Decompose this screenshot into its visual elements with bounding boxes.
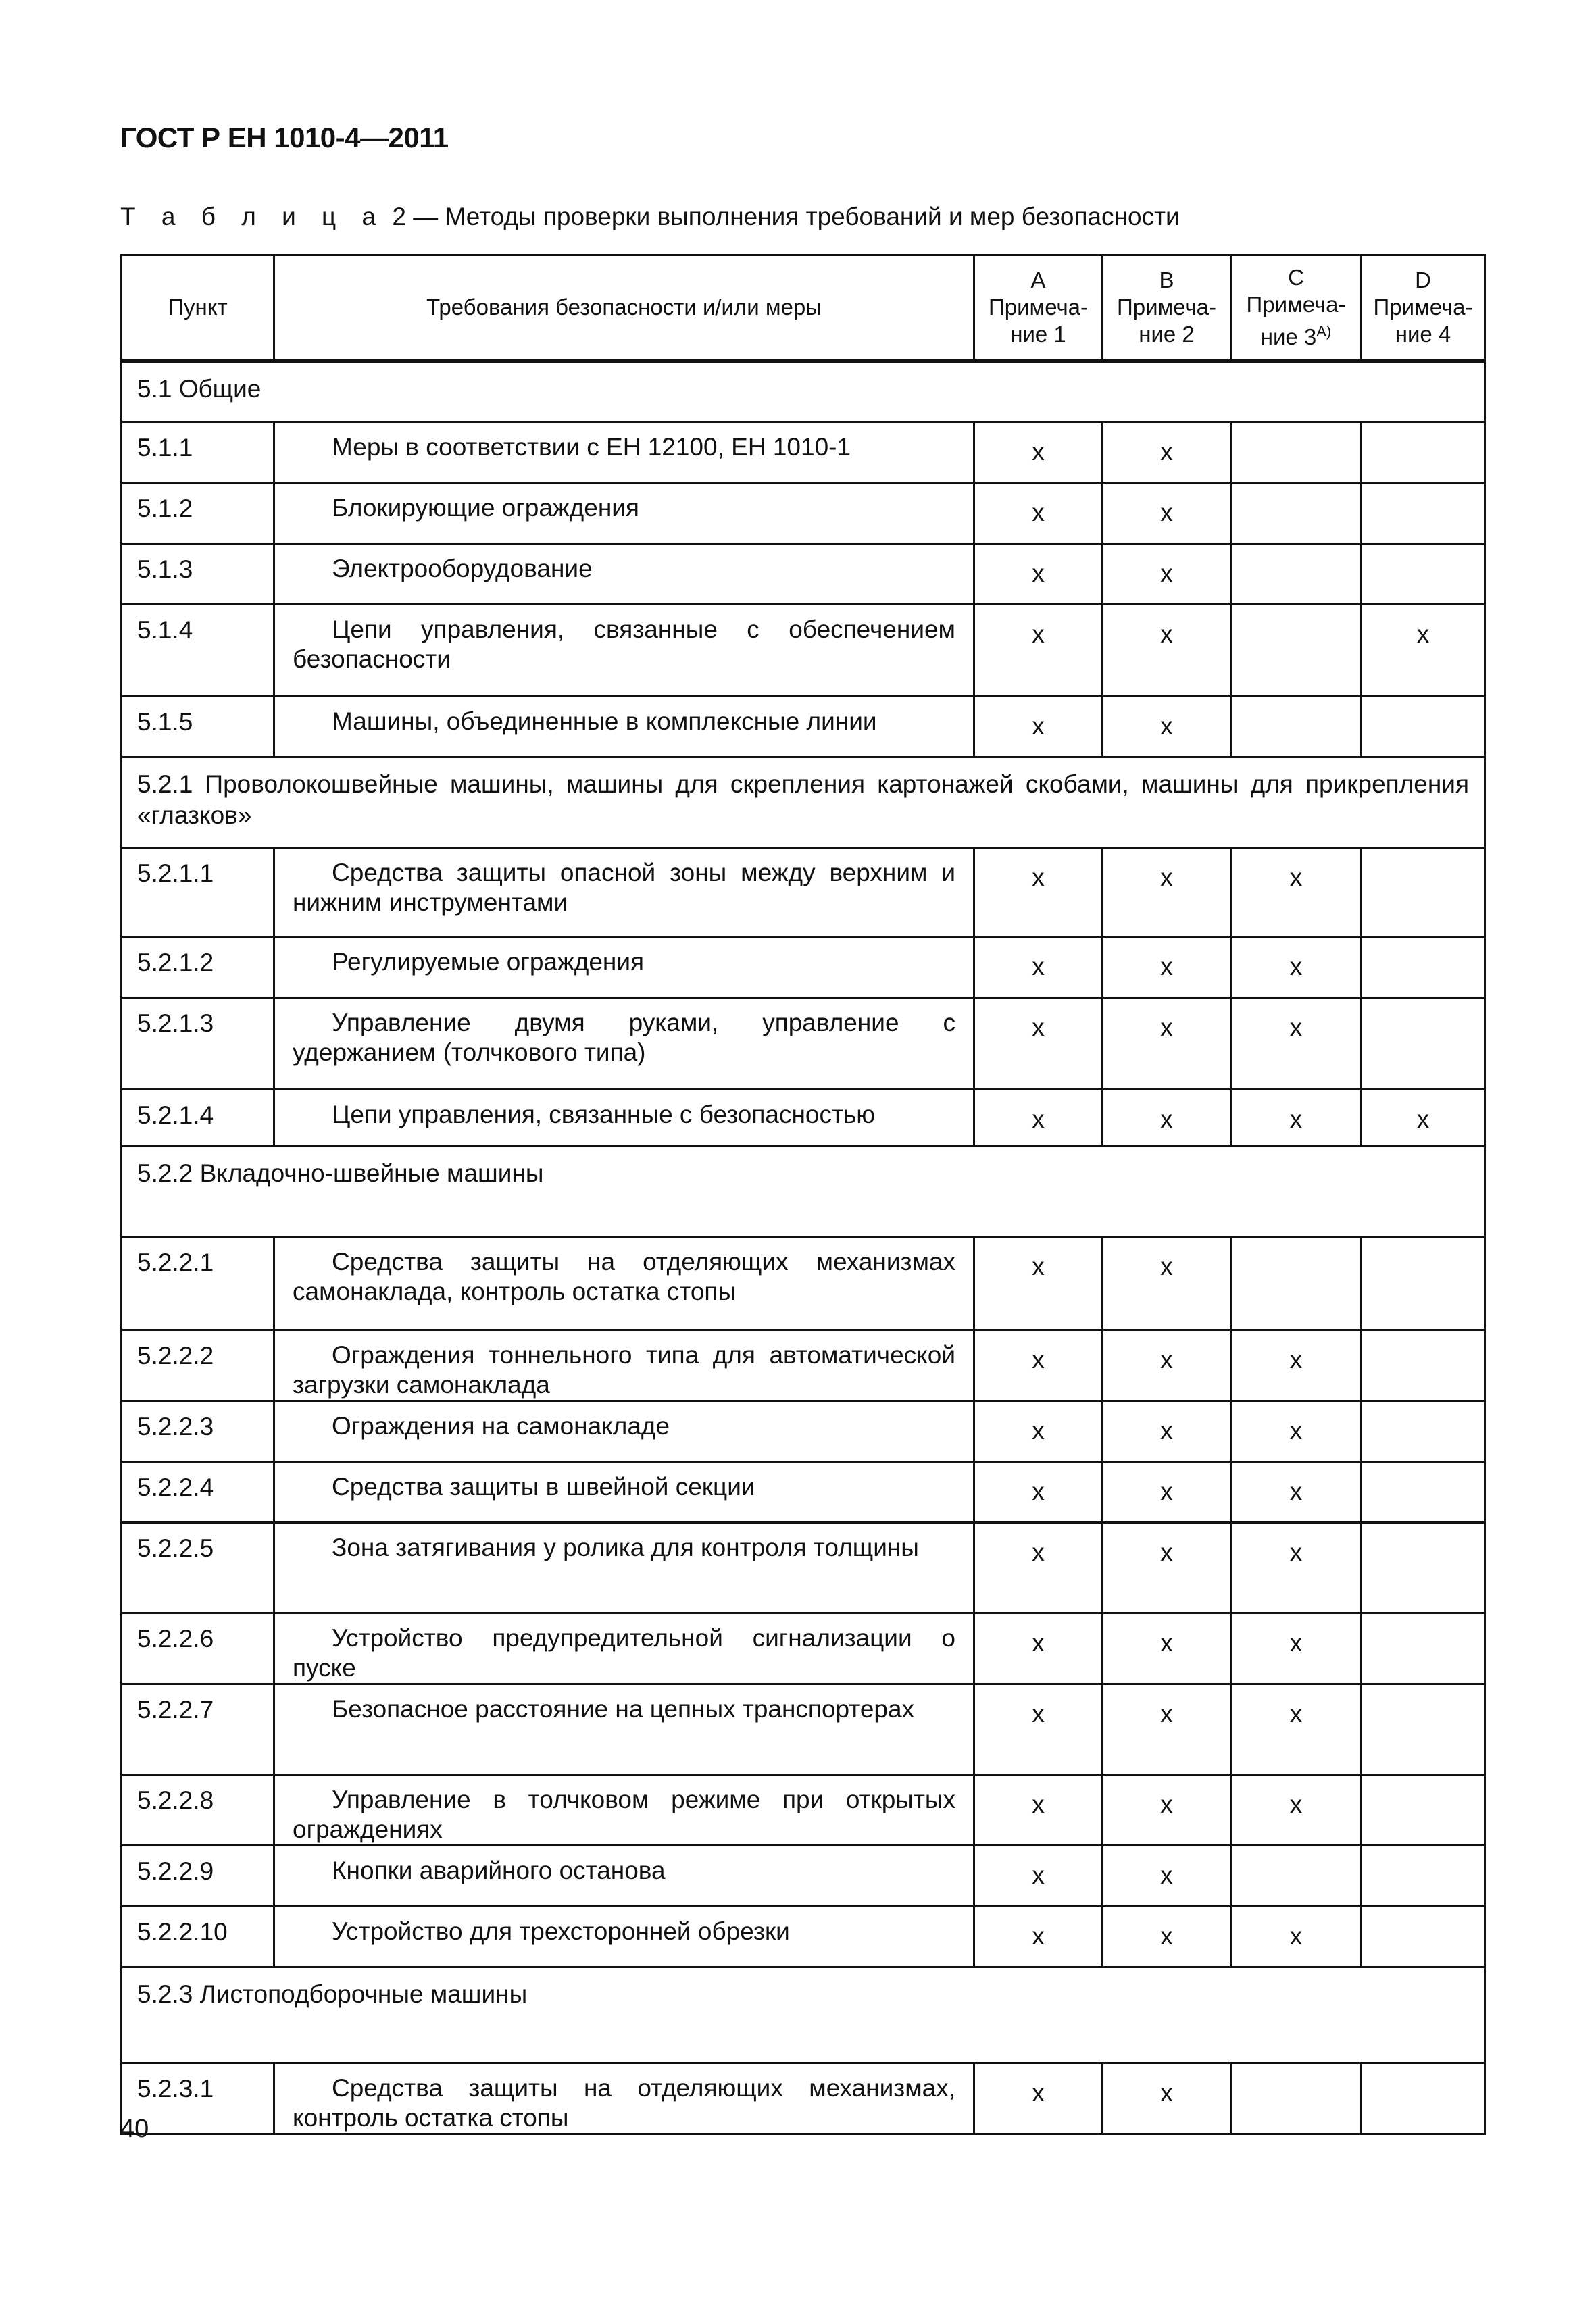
item-number: 5.1.2 <box>122 482 274 543</box>
mark-c: x <box>1231 1401 1362 1461</box>
header-a-note: Примеча-ние 1 <box>989 295 1088 347</box>
requirement-text: Электрооборудование <box>332 554 593 582</box>
mark-c: x <box>1231 1330 1362 1401</box>
requirements-table <box>120 254 1486 2135</box>
item-number: 5.2.2.4 <box>122 1461 274 1522</box>
requirement-text: Цепи управления, связанные с безопасностью <box>332 1100 875 1128</box>
mark-c: x <box>1231 1684 1362 1774</box>
requirement-cell <box>274 482 974 543</box>
mark-c <box>1231 543 1362 604</box>
mark-d <box>1362 1774 1485 1845</box>
mark-d <box>1362 1684 1485 1774</box>
item-number: 5.1.4 <box>122 604 274 696</box>
requirement-text: Машины, объединенные в комплексные линии <box>332 707 877 735</box>
mark-a: x <box>974 1461 1103 1522</box>
mark-c: x <box>1231 1461 1362 1522</box>
table-header-row <box>122 255 1485 361</box>
mark-a: x <box>974 1906 1103 1967</box>
mark-b: x <box>1103 2063 1231 2134</box>
requirement-cell <box>274 422 974 482</box>
mark-d <box>1362 422 1485 482</box>
requirement-text: Меры в соответствии с ЕН 12100, ЕН 1010-1 <box>332 432 851 461</box>
section-row <box>122 1146 1485 1236</box>
item-number: 5.2.1.3 <box>122 997 274 1089</box>
requirement-cell <box>274 1774 974 1845</box>
section-title: 5.1 Общие <box>122 361 1485 422</box>
mark-b: x <box>1103 1774 1231 1845</box>
requirement-text: Средства защиты в швейной секции <box>332 1472 755 1501</box>
requirement-cell <box>274 1461 974 1522</box>
requirement-text: Регулируемые ограждения <box>332 947 645 976</box>
requirement-cell <box>274 1684 974 1774</box>
item-number: 5.2.2.10 <box>122 1906 274 1967</box>
table-row <box>122 1774 1485 1845</box>
table-row <box>122 997 1485 1089</box>
item-number: 5.2.2.8 <box>122 1774 274 1845</box>
table-row <box>122 1845 1485 1906</box>
mark-b: x <box>1103 604 1231 696</box>
requirement-cell <box>274 936 974 997</box>
header-c-footnote-mark: A) <box>1316 323 1332 340</box>
mark-b: x <box>1103 936 1231 997</box>
table-row <box>122 1401 1485 1461</box>
header-a-letter: A <box>1030 268 1046 293</box>
table-row <box>122 696 1485 757</box>
mark-a: x <box>974 1613 1103 1684</box>
mark-b: x <box>1103 1845 1231 1906</box>
mark-c: x <box>1231 1774 1362 1845</box>
table-row <box>122 604 1485 696</box>
table-caption-text: 2 — Методы проверки выполнения требований и мер безопасности <box>385 203 1180 230</box>
section-title: 5.2.3 Листоподборочные машины <box>122 1967 1485 2063</box>
requirement-text: Устройство для трехсторонней обрезки <box>332 1917 790 1945</box>
mark-d <box>1362 696 1485 757</box>
requirement-text: Кнопки аварийного останова <box>332 1856 666 1884</box>
mark-c: x <box>1231 997 1362 1089</box>
requirement-text: Средства защиты на отделяющих механизмах, контроль остатка стопы <box>293 2073 955 2132</box>
requirement-cell <box>274 1613 974 1684</box>
header-b <box>1103 255 1231 361</box>
mark-a: x <box>974 422 1103 482</box>
mark-b: x <box>1103 1089 1231 1146</box>
requirement-cell <box>274 1522 974 1613</box>
requirement-cell <box>274 1906 974 1967</box>
mark-d <box>1362 1330 1485 1401</box>
mark-c <box>1231 422 1362 482</box>
requirement-text: Блокирующие ограждения <box>332 493 639 522</box>
mark-c <box>1231 604 1362 696</box>
mark-a: x <box>974 696 1103 757</box>
mark-d <box>1362 936 1485 997</box>
mark-c <box>1231 482 1362 543</box>
mark-d <box>1362 543 1485 604</box>
mark-d <box>1362 1906 1485 1967</box>
mark-a: x <box>974 847 1103 936</box>
mark-d <box>1362 1845 1485 1906</box>
mark-c <box>1231 1845 1362 1906</box>
header-c-note <box>1232 291 1360 351</box>
mark-b: x <box>1103 847 1231 936</box>
mark-a: x <box>974 604 1103 696</box>
table-caption <box>120 203 1180 231</box>
mark-a: x <box>974 1089 1103 1146</box>
requirement-cell <box>274 1330 974 1401</box>
mark-b: x <box>1103 543 1231 604</box>
item-number: 5.2.3.1 <box>122 2063 274 2134</box>
table-row <box>122 482 1485 543</box>
mark-a: x <box>974 1330 1103 1401</box>
mark-a: x <box>974 1684 1103 1774</box>
item-number: 5.2.2.3 <box>122 1401 274 1461</box>
mark-b: x <box>1103 482 1231 543</box>
requirement-text: Зона затягивания у ролика для контроля толщины <box>332 1533 919 1561</box>
requirement-text: Цепи управления, связанные с обеспечением безопасности <box>293 615 955 673</box>
table-body <box>122 361 1485 2134</box>
mark-d: x <box>1362 1089 1485 1146</box>
header-b-note: Примеча-ние 2 <box>1117 295 1216 347</box>
item-number: 5.1.3 <box>122 543 274 604</box>
requirement-cell <box>274 997 974 1089</box>
table-row <box>122 936 1485 997</box>
requirement-cell <box>274 543 974 604</box>
mark-c: x <box>1231 1089 1362 1146</box>
mark-b: x <box>1103 1401 1231 1461</box>
requirement-cell <box>274 1845 974 1906</box>
header-item: Пункт <box>122 255 274 361</box>
mark-a: x <box>974 482 1103 543</box>
mark-c: x <box>1231 1613 1362 1684</box>
mark-b: x <box>1103 422 1231 482</box>
mark-b: x <box>1103 1684 1231 1774</box>
mark-b: x <box>1103 1613 1231 1684</box>
mark-c <box>1231 696 1362 757</box>
requirement-text: Средства защиты на отделяющих механизмах самонаклада, контроль остатка стопы <box>293 1247 955 1305</box>
requirement-text: Средства защиты опасной зоны между верхним и нижним инструментами <box>293 858 955 916</box>
header-a <box>974 255 1103 361</box>
mark-b: x <box>1103 696 1231 757</box>
table-row <box>122 422 1485 482</box>
table-row <box>122 2063 1485 2134</box>
requirement-cell <box>274 1236 974 1330</box>
item-number: 5.1.5 <box>122 696 274 757</box>
section-title: 5.2.2 Вкладочно-швейные машины <box>122 1146 1485 1236</box>
mark-a: x <box>974 1774 1103 1845</box>
item-number: 5.2.2.5 <box>122 1522 274 1613</box>
mark-b: x <box>1103 1522 1231 1613</box>
table-row <box>122 1613 1485 1684</box>
page-number: 40 <box>120 2115 149 2143</box>
mark-d <box>1362 1522 1485 1613</box>
mark-d <box>1362 997 1485 1089</box>
requirement-text: Устройство предупредительной сигнализации о пуске <box>293 1624 955 1682</box>
header-d-note: Примеча-ние 4 <box>1373 295 1473 347</box>
mark-a: x <box>974 936 1103 997</box>
table-row <box>122 847 1485 936</box>
mark-d <box>1362 2063 1485 2134</box>
mark-a: x <box>974 1401 1103 1461</box>
mark-c <box>1231 1236 1362 1330</box>
table-row <box>122 1522 1485 1613</box>
mark-c: x <box>1231 1522 1362 1613</box>
requirement-cell <box>274 1401 974 1461</box>
header-c-letter: C <box>1288 265 1304 290</box>
mark-c: x <box>1231 936 1362 997</box>
requirement-text: Ограждения на самонакладе <box>332 1411 670 1440</box>
requirement-cell <box>274 696 974 757</box>
mark-c: x <box>1231 847 1362 936</box>
mark-a: x <box>974 997 1103 1089</box>
mark-b: x <box>1103 1330 1231 1401</box>
requirement-text: Безопасное расстояние на цепных транспортерах <box>332 1694 915 1723</box>
header-d-letter: D <box>1415 268 1431 293</box>
item-number: 5.2.2.1 <box>122 1236 274 1330</box>
mark-d <box>1362 1461 1485 1522</box>
item-number: 5.2.2.2 <box>122 1330 274 1401</box>
mark-d <box>1362 482 1485 543</box>
mark-a: x <box>974 2063 1103 2134</box>
item-number: 5.2.1.4 <box>122 1089 274 1146</box>
mark-a: x <box>974 543 1103 604</box>
table-row <box>122 1684 1485 1774</box>
table-row <box>122 1461 1485 1522</box>
table-row <box>122 1906 1485 1967</box>
mark-b: x <box>1103 997 1231 1089</box>
mark-b: x <box>1103 1461 1231 1522</box>
mark-d: x <box>1362 604 1485 696</box>
requirement-text: Управление в толчковом режиме при открытых ограждениях <box>293 1785 955 1843</box>
item-number: 5.2.1.2 <box>122 936 274 997</box>
mark-c: x <box>1231 1906 1362 1967</box>
item-number: 5.2.1.1 <box>122 847 274 936</box>
mark-a: x <box>974 1845 1103 1906</box>
section-row <box>122 757 1485 847</box>
mark-d <box>1362 1236 1485 1330</box>
header-c-note-text: Примеча-ние 3 <box>1246 292 1346 349</box>
header-b-letter: B <box>1159 268 1174 293</box>
section-title: 5.2.1 Проволокошвейные машины, машины для скрепления картонажей скобами, машины для прикрепления «глазков» <box>122 757 1485 847</box>
table-row <box>122 1330 1485 1401</box>
item-number: 5.2.2.7 <box>122 1684 274 1774</box>
mark-b: x <box>1103 1906 1231 1967</box>
section-row <box>122 361 1485 422</box>
requirement-text: Управление двумя руками, управление с удержанием (толчкового типа) <box>293 1008 955 1066</box>
mark-b: x <box>1103 1236 1231 1330</box>
mark-a: x <box>974 1236 1103 1330</box>
table-row <box>122 543 1485 604</box>
header-d <box>1362 255 1485 361</box>
document-title: ГОСТ Р ЕН 1010-4—2011 <box>120 122 449 153</box>
table-caption-prefix: Т а б л и ц а <box>120 203 386 230</box>
mark-d <box>1362 1401 1485 1461</box>
mark-d <box>1362 847 1485 936</box>
table-row <box>122 1089 1485 1146</box>
requirement-text: Ограждения тоннельного типа для автоматической загрузки самонаклада <box>293 1340 955 1399</box>
mark-a: x <box>974 1522 1103 1613</box>
requirement-cell <box>274 847 974 936</box>
section-row <box>122 1967 1485 2063</box>
mark-c <box>1231 2063 1362 2134</box>
header-c <box>1231 255 1362 361</box>
requirement-cell <box>274 1089 974 1146</box>
item-number: 5.2.2.6 <box>122 1613 274 1684</box>
requirement-cell <box>274 2063 974 2134</box>
requirement-cell <box>274 604 974 696</box>
mark-d <box>1362 1613 1485 1684</box>
header-requirement: Требования безопасности и/или меры <box>274 255 974 361</box>
item-number: 5.2.2.9 <box>122 1845 274 1906</box>
item-number: 5.1.1 <box>122 422 274 482</box>
table-row <box>122 1236 1485 1330</box>
